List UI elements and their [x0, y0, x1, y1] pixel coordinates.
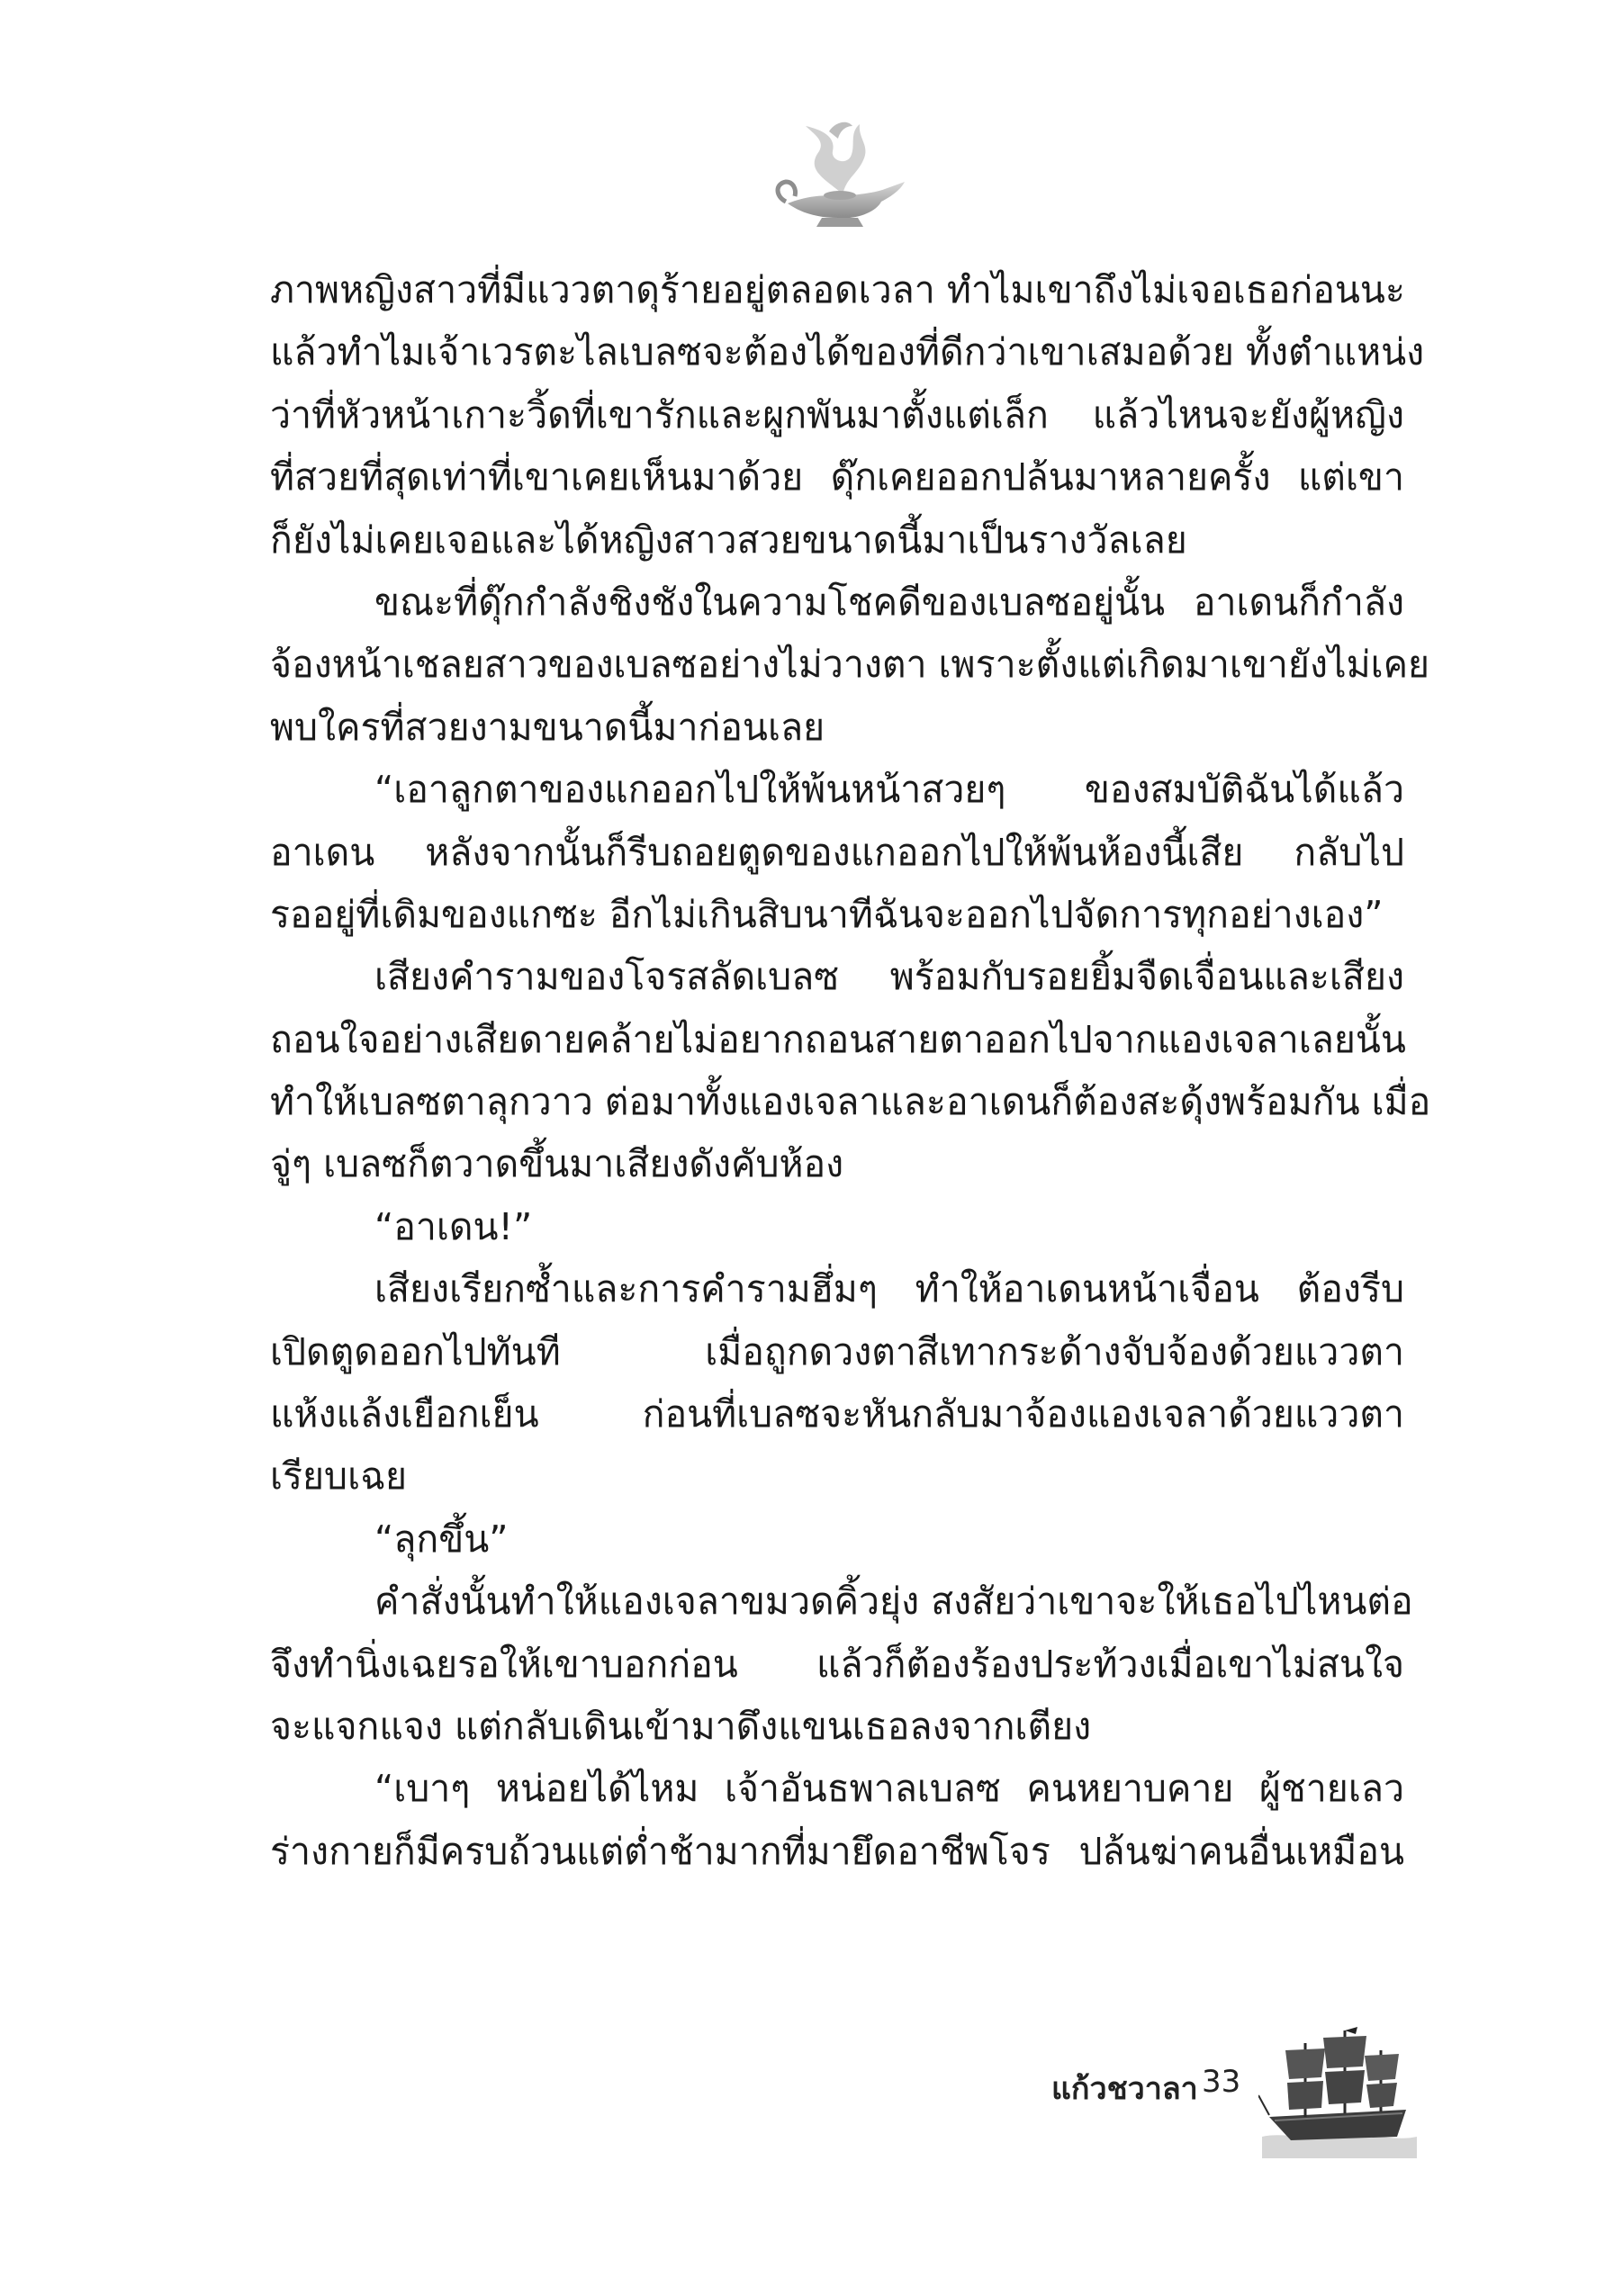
text-line: “ลุกขึ้น” [374, 1517, 509, 1561]
text-line: จึงทำนิ่งเฉยรอให้เขาบอกก่อน แล้วก็ต้องร้องประท้วงเมื่อเขาไม่สนใจ [270, 1642, 1404, 1686]
text-line: “เบาๆ หน่อยได้ไหม เจ้าอันธพาลเบลซ คนหยาบคาย ผู้ชายเลว [374, 1767, 1404, 1811]
text-line: ที่สวยที่สุดเท่าที่เขาเคยเห็นมาด้วย ดุ๊กเคยออกปล้นมาหลายครั้ง แต่เขา [270, 455, 1404, 500]
text-line: อาเดน หลังจากนั้นก็รีบถอยตูดของแกออกไปให้พ้นห้องนี้เสีย กลับไป [270, 830, 1404, 874]
body-text [270, 259, 1431, 1883]
text-line: แห้งแล้งเยือกเย็น ก่อนที่เบลซจะหันกลับมาจ้องแองเจลาด้วยแววตา [270, 1392, 1404, 1436]
text-line: เปิดตูดออกไปทันที เมื่อถูกดวงตาสีเทากระด้างจับจ้องด้วยแววตา [270, 1329, 1404, 1373]
text-line: จะแจกแจง แต่กลับเดินเข้ามาดึงแขนเธอลงจากเตียง [270, 1704, 1092, 1748]
text-line: “อาเดน!” [374, 1204, 533, 1248]
text-line: ขณะที่ดุ๊กกำลังชิงชังในความโชคดีของเบลซอยู่นั้น อาเดนก็กำลัง [374, 580, 1404, 624]
text-line: เสียงคำรามของโจรสลัดเบลซ พร้อมกับรอยยิ้มจืดเจื่อนและเสียง [374, 955, 1404, 999]
text-line: ว่าที่หัวหน้าเกาะวิ้ดที่เขารักและผูกพันมาตั้งแต่เล็ก แล้วไหนจะยังผู้หญิง [270, 392, 1404, 437]
text-line: แล้วทำไมเจ้าเวรตะไลเบลซจะต้องได้ของที่ดีกว่าเขาเสมอด้วย ทั้งตำแหน่ง [270, 330, 1425, 374]
text-line: เสียงเรียกซ้ำและการคำรามฮึ่มๆ ทำให้อาเดนหน้าเจื่อน ต้องรีบ [374, 1267, 1404, 1311]
text-line: คำสั่งนั้นทำให้แองเจลาขมวดคิ้วยุ่ง สงสัยว่าเขาจะให้เธอไปไหนต่อ [374, 1580, 1413, 1624]
text-line: ภาพหญิงสาวที่มีแววตาดุร้ายอยู่ตลอดเวลา ทำไมเขาถึงไม่เจอเธอก่อนนะ [270, 268, 1405, 311]
text-line: ก็ยังไม่เคยเจอและได้หญิงสาวสวยขนาดนี้มาเป็นรางวัลเลย [270, 518, 1187, 562]
text-line: จ้องหน้าเชลยสาวของเบลซอย่างไม่วางตา เพราะตั้งแต่เกิดมาเขายังไม่เคย [270, 643, 1430, 687]
text-line: เรียบเฉย [270, 1454, 408, 1499]
author-name: แก้วชวาลา [1051, 2071, 1198, 2107]
text-line: ถอนใจอย่างเสียดายคล้ายไม่อยากถอนสายตาออกไปจากแองเจลาเลยนั้น [270, 1017, 1406, 1061]
text-line: รออยู่ที่เดิมของแกซะ อีกไม่เกินสิบนาทีฉันจะออกไปจัดการทุกอย่างเอง” [270, 892, 1384, 936]
text-line: ร่างกายก็มีครบถ้วนแต่ต่ำช้ามากที่มายึดอาชีพโจร ปล้นฆ่าคนอื่นเหมือน [270, 1829, 1404, 1873]
text-line: พบใครที่สวยงามขนาดนี้มาก่อนเลย [270, 705, 825, 749]
text-line: “เอาลูกตาของแกออกไปให้พ้นหน้าสวยๆ ของสมบัติฉันได้แล้ว [374, 768, 1404, 812]
text-line: ทำให้เบลซตาลุกวาว ต่อมาทั้งแองเจลาและอาเดนก็ต้องสะดุ้งพร้อมกัน เมื่อ [270, 1080, 1431, 1124]
page-number: 33 [1202, 2064, 1241, 2100]
pirate-ship-icon [1258, 2023, 1419, 2158]
text-line: จู่ๆ เบลซก็ตวาดขึ้นมาเสียงดังคับห้อง [270, 1142, 844, 1186]
genie-lamp-icon [770, 106, 914, 232]
